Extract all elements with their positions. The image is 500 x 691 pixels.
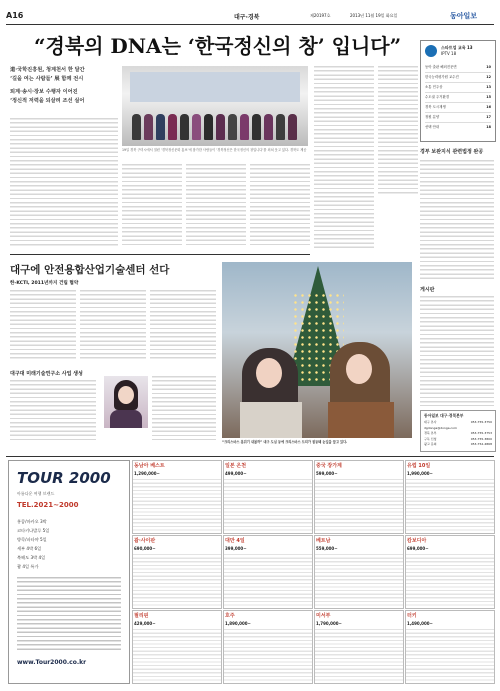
ad-cell[interactable] bbox=[223, 535, 313, 609]
ad-title: 일본 온천 bbox=[224, 461, 312, 470]
notice-body bbox=[420, 296, 494, 406]
ad-title: 터키 bbox=[406, 611, 494, 620]
person-figure bbox=[168, 114, 177, 140]
index-item[interactable] bbox=[425, 83, 491, 93]
coat-left bbox=[240, 402, 302, 438]
index-title: 스타트업 교육 13 bbox=[441, 45, 473, 50]
section-label: 대구·경북 bbox=[234, 14, 260, 21]
lead-line: ‘길을 여는 사람들’ 展 함께 전시 bbox=[10, 76, 84, 82]
tour-fine-print bbox=[17, 577, 121, 651]
index-item-num: 17 bbox=[486, 115, 491, 119]
ad-price: 599,000~ bbox=[315, 470, 403, 477]
right-article-body bbox=[420, 160, 494, 280]
issue-number: 제20197호 bbox=[310, 13, 331, 18]
contact-box bbox=[420, 410, 496, 452]
ad-cell[interactable] bbox=[132, 610, 222, 684]
main-headline: “경북의 DNA는 ‘한국정신의 창’ 입니다” bbox=[34, 34, 402, 58]
index-item[interactable] bbox=[425, 113, 491, 123]
ad-section-rule bbox=[6, 456, 494, 457]
ad-cell[interactable] bbox=[223, 460, 313, 534]
second-subheadline: 대구대 미래기술연구소 사업 생성 bbox=[10, 371, 83, 377]
lead-line: 퇴계·송시·장보 수행자 이어진 bbox=[10, 89, 78, 95]
issue-date: 2013년 11월 19일 화요일 bbox=[350, 13, 398, 18]
lead-deck bbox=[10, 66, 120, 106]
ad-price: 1,790,000~ bbox=[315, 620, 403, 627]
contact-label: 대구 본사 bbox=[424, 420, 437, 424]
contact-number[interactable]: 053-755-3750 bbox=[470, 420, 492, 424]
photo-caption: 19일 경북 구미시에서 열린 ‘경북정신문화 홍보’에 참가한 사람들이 ‘경북정신은 한국정신의 창입니다’를 외쳐 웃고 있다. 경북도 제공 bbox=[122, 148, 307, 152]
lead-line: ‘정신적 저력을 되살려 조선 실어 bbox=[10, 98, 85, 104]
contact-number[interactable]: 053-755-3753 bbox=[470, 431, 492, 436]
ad-price: 1,890,000~ bbox=[224, 620, 312, 627]
lead-body-text bbox=[10, 118, 118, 248]
portrait-face bbox=[118, 386, 134, 404]
index-item-label: 선택 안내 bbox=[425, 125, 440, 129]
index-item-num: 13 bbox=[486, 85, 491, 89]
ad-cell[interactable] bbox=[314, 460, 404, 534]
ad-title: 호주 bbox=[224, 611, 312, 620]
index-item-num: 10 bbox=[486, 65, 491, 69]
section-divider bbox=[10, 254, 310, 255]
ad-cell[interactable] bbox=[405, 535, 495, 609]
index-logo bbox=[425, 45, 437, 57]
index-item[interactable] bbox=[425, 123, 491, 132]
index-item[interactable] bbox=[425, 103, 491, 113]
group-photo bbox=[122, 66, 308, 146]
index-box bbox=[420, 40, 496, 142]
paper-name: 동아일보 bbox=[450, 12, 478, 20]
tour-bullet: 방콕/파타야 5일 bbox=[17, 537, 47, 542]
ad-cell[interactable] bbox=[314, 535, 404, 609]
tour-bullet: 괌 4일 특가 bbox=[17, 564, 39, 569]
christmas-caption: “크리스마스 분위기 내볼까” 대구 도심 등에 크리스마스 트리가 점등돼 눈길을 끌고 있다. bbox=[222, 440, 348, 444]
article-body-col1 bbox=[122, 164, 182, 248]
tour-bullet: 세부 4박 6일 bbox=[17, 546, 42, 551]
second-article-col1 bbox=[10, 380, 96, 440]
person-figure bbox=[288, 114, 297, 140]
person-figure bbox=[276, 114, 285, 140]
index-item-num: 16 bbox=[486, 105, 491, 109]
notice-title: 게시판 bbox=[420, 287, 435, 293]
header-rule bbox=[6, 24, 494, 25]
ad-price: 690,000~ bbox=[133, 545, 221, 552]
left-headline: 대구에 안전용합산업기술센터 선다 bbox=[10, 264, 170, 276]
left-article-col1 bbox=[10, 290, 76, 360]
ad-cell[interactable] bbox=[405, 460, 495, 534]
index-item[interactable] bbox=[425, 63, 491, 73]
face-right bbox=[346, 354, 372, 384]
ad-title: 유럽 10일 bbox=[406, 461, 494, 470]
article-body-col3 bbox=[250, 164, 310, 248]
person-figure bbox=[192, 114, 201, 140]
index-item-label: 정원 분양 bbox=[425, 115, 440, 119]
tour-brand: 아름다운 여행 브랜드 bbox=[17, 491, 55, 496]
index-item-num: 15 bbox=[486, 95, 491, 99]
article-body-col5 bbox=[378, 66, 418, 196]
index-item-label: 동아 출판 해외전문면 bbox=[425, 65, 457, 69]
contact-label: 경북 본부 bbox=[424, 431, 437, 436]
ad-cell[interactable] bbox=[132, 460, 222, 534]
ad-price: 559,000~ bbox=[315, 545, 403, 552]
contact-title: 동아일보 대구·경북본부 bbox=[424, 413, 464, 418]
ad-title: 캄보디아 bbox=[406, 536, 494, 545]
index-item-label: 한국능력평가원 교수진 bbox=[425, 75, 459, 79]
contact-label: 구독 신청 bbox=[424, 436, 437, 441]
ad-price: 699,000~ bbox=[406, 545, 494, 552]
ad-title: 미서부 bbox=[315, 611, 403, 620]
tour-bullet-list bbox=[17, 517, 121, 571]
ad-price: 429,000~ bbox=[133, 620, 221, 627]
ad-title: 중국 장가계 bbox=[315, 461, 403, 470]
coat-right bbox=[328, 402, 394, 438]
contact-row bbox=[424, 442, 492, 448]
article-body-col2 bbox=[186, 164, 246, 248]
article-body-col4 bbox=[314, 66, 374, 248]
person-figure bbox=[252, 114, 261, 140]
contact-number[interactable]: 053-752-4868 bbox=[470, 442, 492, 447]
page-number: A16 bbox=[6, 11, 24, 20]
person-figure bbox=[264, 114, 273, 140]
person-figure bbox=[144, 114, 153, 140]
tour-bullet: 북해도 3박 4일 bbox=[17, 555, 46, 560]
ad-title: 괌·사이판 bbox=[133, 536, 221, 545]
page-header bbox=[6, 8, 494, 24]
portrait-body bbox=[110, 410, 142, 428]
left-article-col3 bbox=[150, 290, 216, 360]
ad-cell[interactable] bbox=[223, 610, 313, 684]
index-subtitle: IPTV 18 bbox=[441, 51, 457, 56]
ad-price: 1,990,000~ bbox=[406, 470, 494, 477]
index-item-num: 12 bbox=[486, 75, 491, 79]
ad-title: 필리핀 bbox=[133, 611, 221, 620]
index-item-label: 경북 도시재생 bbox=[425, 105, 446, 109]
ad-grid bbox=[132, 460, 494, 682]
ad-price: 399,000~ bbox=[224, 545, 312, 552]
ad-title: 동남아 베스트 bbox=[133, 461, 221, 470]
person-figure bbox=[240, 114, 249, 140]
face-left bbox=[256, 358, 282, 388]
right-headline: 경부 보완지식 관련법정 완공 bbox=[420, 149, 484, 155]
tour-logo: TOUR 2000 bbox=[17, 469, 111, 487]
contact-label[interactable]: dgdonga@donga.com bbox=[424, 425, 457, 430]
left-article-col2 bbox=[80, 290, 146, 360]
portrait-photo bbox=[104, 376, 148, 428]
ad-price: 1,290,000~ bbox=[133, 470, 221, 477]
contact-list bbox=[424, 420, 492, 448]
tour-ad[interactable] bbox=[8, 460, 130, 684]
index-item[interactable] bbox=[425, 73, 491, 83]
person-figure bbox=[204, 114, 213, 140]
contact-number[interactable]: 053-755-3800 bbox=[470, 436, 492, 441]
christmas-photo bbox=[222, 262, 412, 438]
tour-bullet: 코타키나발루 5일 bbox=[17, 528, 50, 533]
index-item-label: 수도권 주거환경 bbox=[425, 95, 450, 99]
index-item-label: 소통 민주상 bbox=[425, 85, 443, 89]
ad-title: 베트남 bbox=[315, 536, 403, 545]
tour-phone[interactable]: TEL.2021~2000 bbox=[17, 501, 79, 509]
index-item[interactable] bbox=[425, 93, 491, 103]
person-figure bbox=[156, 114, 165, 140]
person-figure bbox=[180, 114, 189, 140]
lead-line: 道·국학진흥원, 청계천서 한 달간 bbox=[10, 67, 85, 73]
person-figure bbox=[228, 114, 237, 140]
person-figure bbox=[216, 114, 225, 140]
person-figure bbox=[132, 114, 141, 140]
index-item-num: 18 bbox=[486, 125, 491, 129]
photo-backdrop bbox=[130, 72, 300, 102]
index-list bbox=[425, 63, 491, 132]
ad-price: 499,000~ bbox=[224, 470, 312, 477]
second-article-col2 bbox=[152, 376, 216, 440]
ad-title: 대만 4일 bbox=[224, 536, 312, 545]
ad-price: 1,490,000~ bbox=[406, 620, 494, 627]
tour-bullet: 홍콩/마카오 3박 bbox=[17, 519, 47, 524]
tour-website[interactable]: www.Tour2000.co.kr bbox=[17, 659, 87, 666]
ad-cell[interactable] bbox=[314, 610, 404, 684]
ad-cell[interactable] bbox=[405, 610, 495, 684]
left-subheadline: 한-KCTI, 2011년까지 건립 협약 bbox=[10, 281, 79, 286]
ad-cell[interactable] bbox=[132, 535, 222, 609]
contact-label: 광고 문의 bbox=[424, 442, 437, 447]
